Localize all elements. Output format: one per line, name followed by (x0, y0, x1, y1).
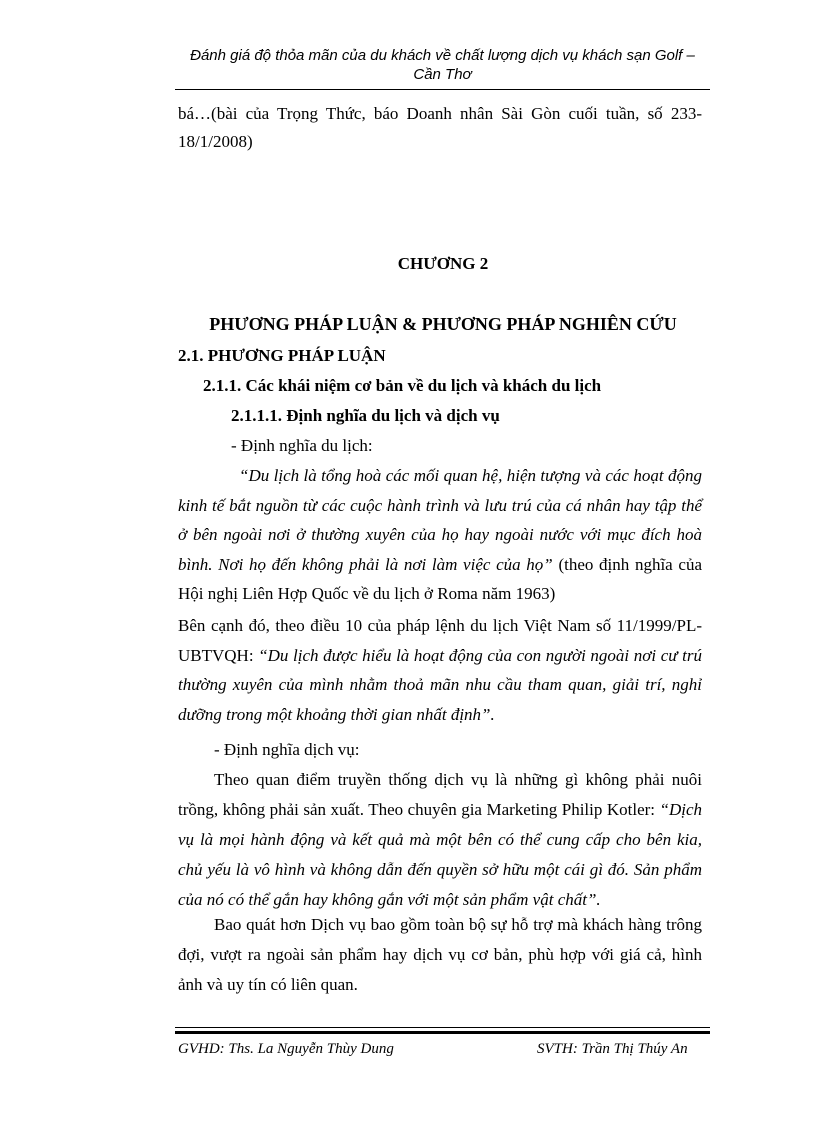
section-heading-2-1: 2.1. PHƯƠNG PHÁP LUẬN (178, 346, 386, 365)
footer-student: SVTH: Trần Thị Thúy An (537, 1041, 688, 1057)
header-title-line-1: Đánh giá độ thỏa mãn của du khách về chất lượng dịch vụ khách sạn Golf – (190, 47, 695, 64)
header-title (175, 46, 710, 84)
bullet-service-definition: - Định nghĩa dịch vụ: (214, 740, 360, 759)
service-intro: Theo quan điểm truyền thống dịch vụ là những gì không phải nuôi trồng, không phải sản xuất. Theo chuyên gia Marketing Philip Kotler: (178, 770, 702, 819)
tourism-quote: “Du lịch là tổng hoà các mối quan hệ, hiện tượng và các hoạt động kinh tế bắt nguồn từ các cuộc hành trình và lưu trú của cá nhân hay tập thể ở bên ngoài nơi ở thường xuyên của họ hay ngoài nước với mục đích hoà bình. Nơi họ đến không phải là nơi làm việc của họ” (178, 466, 702, 574)
tourism-definition-paragraph (178, 461, 702, 609)
law-intro: Bên cạnh đó, theo điều 10 của pháp lệnh du lịch Việt Nam số 11/1999/PL-UBTVQH: (178, 616, 702, 665)
tourism-source: (theo định nghĩa của Hội nghị Liên Hợp Quốc về du lịch ở Roma năm 1963) (178, 554, 702, 603)
footer-rule-thick (175, 1031, 710, 1034)
section-number: 2.1.1.1 (231, 406, 278, 425)
service-definition-paragraph (178, 765, 702, 915)
law-definition-paragraph (178, 611, 702, 729)
footer-supervisor: GVHD: Ths. La Nguyễn Thùy Dung (178, 1041, 394, 1057)
section-heading-2-1-1: 2.1.1. Các khái niệm cơ bản về du lịch và khách du lịch (203, 376, 602, 395)
continuation-paragraph: bá…(bài của Trọng Thức, báo Doanh nhân Sài Gòn cuối tuần, số 233-18/1/2008) (178, 104, 702, 151)
footer-rule-thin (175, 1027, 710, 1028)
section-title: . Định nghĩa du lịch và dịch vụ (277, 406, 500, 425)
law-quote: “Du lịch được hiểu là hoạt động của con người ngoài nơi cư trú thường xuyên của mình nhằm thoả mãn nhu cầu tham quan, giải trí, nghỉ dưỡng trong một khoảng thời gian nhất định”. (178, 645, 702, 724)
bullet-tourism-definition: - Định nghĩa du lịch: (231, 436, 373, 455)
service-broad-paragraph: Bao quát hơn Dịch vụ bao gồm toàn bộ sự hỗ trợ mà khách hàng trông đợi, vượt ra ngoài sản phẩm hay dịch vụ cơ bản, phù hợp với giá cả, hình ảnh và uy tín có liên quan. (178, 915, 702, 994)
header-rule (175, 89, 710, 90)
header-title-line-2: Cần Thơ (413, 66, 472, 83)
chapter-label: CHƯƠNG 2 (397, 254, 489, 273)
service-quote: “Dịch vụ là mọi hành động và kết quả mà một bên có thể cung cấp cho bên kia, chủ yếu là vô hình và không dẫn đến quyền sở hữu một cái gì đó. Sản phẩm của nó có thể gắn hay không gắn với một sản phẩm vật chất”. (178, 800, 702, 909)
chapter-title: PHƯƠNG PHÁP LUẬN & PHƯƠNG PHÁP NGHIÊN CỨU (209, 314, 677, 334)
section-heading-2-1-1-1 (231, 402, 701, 430)
